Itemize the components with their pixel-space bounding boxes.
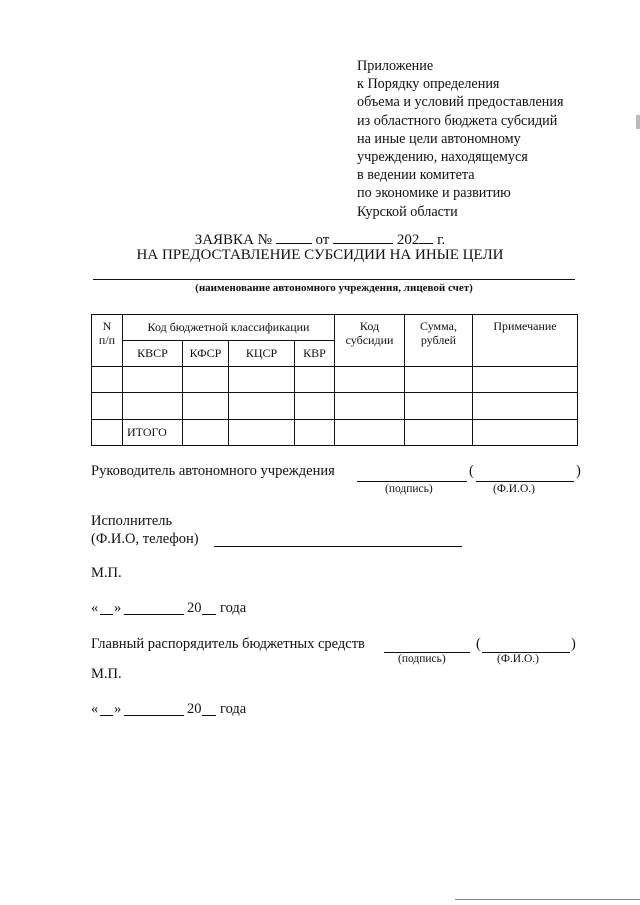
header-note: Примечание [473,315,578,367]
chief-paren-close: ) [571,636,576,652]
title-word-application: ЗАЯВКА № [194,232,272,248]
table-cell[interactable] [123,393,183,420]
subsidy-table [91,314,578,446]
executor-field[interactable] [214,546,462,547]
application-year-field[interactable] [419,230,433,244]
application-number-field[interactable] [276,230,312,244]
head-signature-field[interactable] [357,481,467,482]
head-fio-caption: (Ф.И.О.) [493,483,535,495]
appendix-line: к Порядку определения [357,76,500,93]
head-paren-open: ( [469,463,474,479]
header-number: N п/п [92,315,123,367]
scan-bottom-rule [455,899,640,900]
title-year-prefix: 202 [396,232,420,248]
table-cell[interactable] [229,367,295,393]
date-day-field[interactable] [100,614,113,615]
table-cell[interactable] [405,393,473,420]
date-open-quote: « [91,600,99,616]
table-total-row [92,420,578,446]
appendix-line: Приложение [357,58,434,74]
date-year-field[interactable] [202,614,216,615]
table-cell[interactable] [335,420,405,446]
date2-close-quote: » [114,701,122,717]
table-cell[interactable] [405,420,473,446]
table-cell[interactable] [123,367,183,393]
table-cell[interactable] [405,367,473,393]
date-year-prefix: 20 [187,600,202,616]
appendix-line: на иные цели автономному [357,130,521,147]
table-cell[interactable] [183,420,229,446]
scan-edge-mark [636,115,640,129]
chief-fio-caption: (Ф.И.О.) [497,653,539,665]
chief-paren-open: ( [476,636,481,652]
chief-signature-caption: (подпись) [398,653,446,665]
head-signature-label: Руководитель автономного учреждения [91,463,335,479]
date2-day-field[interactable] [100,715,113,716]
table-cell[interactable] [473,393,578,420]
document-subtitle: НА ПРЕДОСТАВЛЕНИЕ СУБСИДИИ НА ИНЫЕ ЦЕЛИ [136,247,504,263]
date2-month-field[interactable] [124,715,184,716]
header-subsidy-code: Код субсидии [335,315,405,367]
table-cell[interactable] [229,393,295,420]
date2-year-prefix: 20 [187,701,202,717]
stamp-place: М.П. [91,565,122,581]
head-signature-caption: (подпись) [385,483,433,495]
table-cell[interactable] [92,393,123,420]
header-kvsr: КВСР [123,341,183,367]
institution-name-field[interactable] [93,279,575,280]
header-amount: Сумма, рублей [405,315,473,367]
executor-label: Исполнитель [91,513,173,529]
table-cell[interactable] [183,393,229,420]
table-cell[interactable] [183,367,229,393]
appendix-line: из областного бюджета субсидий [357,112,558,129]
application-date-field[interactable] [333,230,393,244]
table-cell [92,420,123,446]
date-month-field[interactable] [124,614,184,615]
header-kvr: КВР [295,341,335,367]
table-cell[interactable] [335,367,405,393]
chief-signature-label: Главный распорядитель бюджетных средств [91,636,365,652]
appendix-line: учреждению, находящемуся [357,149,528,166]
table-row [92,367,578,393]
stamp-place-2: М.П. [91,666,122,682]
appendix-note [357,57,563,221]
appendix-line: в ведении комитета [357,167,475,184]
header-kfsr: КФСР [183,341,229,367]
table-cell[interactable] [473,420,578,446]
date2-open-quote: « [91,701,99,717]
table-cell[interactable] [295,420,335,446]
date2-year-field[interactable] [202,715,216,716]
date-close-quote: » [114,600,122,616]
date2-suffix: года [220,701,247,717]
head-paren-close: ) [576,463,581,479]
table-cell[interactable] [229,420,295,446]
appendix-line: объема и условий предоставления [357,94,564,111]
table-cell[interactable] [92,367,123,393]
table-cell[interactable] [295,393,335,420]
table-cell[interactable] [295,367,335,393]
executor-label-2: (Ф.И.О, телефон) [91,531,199,547]
title-word-from: от [315,232,330,248]
table-row [92,393,578,420]
title-year-suffix: г. [437,232,446,248]
head-fio-field[interactable] [476,481,574,482]
date-suffix: года [220,600,247,616]
total-label: ИТОГО [123,420,183,446]
appendix-line: Курской области [357,203,458,220]
header-kcsr: КЦСР [229,341,295,367]
appendix-line: по экономике и развитию [357,185,511,202]
table-cell[interactable] [335,393,405,420]
header-budget-code: Код бюджетной классификации [123,315,335,341]
institution-name-caption: (наименование автономного учреждения, лицевой счет) [195,282,473,294]
table-cell[interactable] [473,367,578,393]
